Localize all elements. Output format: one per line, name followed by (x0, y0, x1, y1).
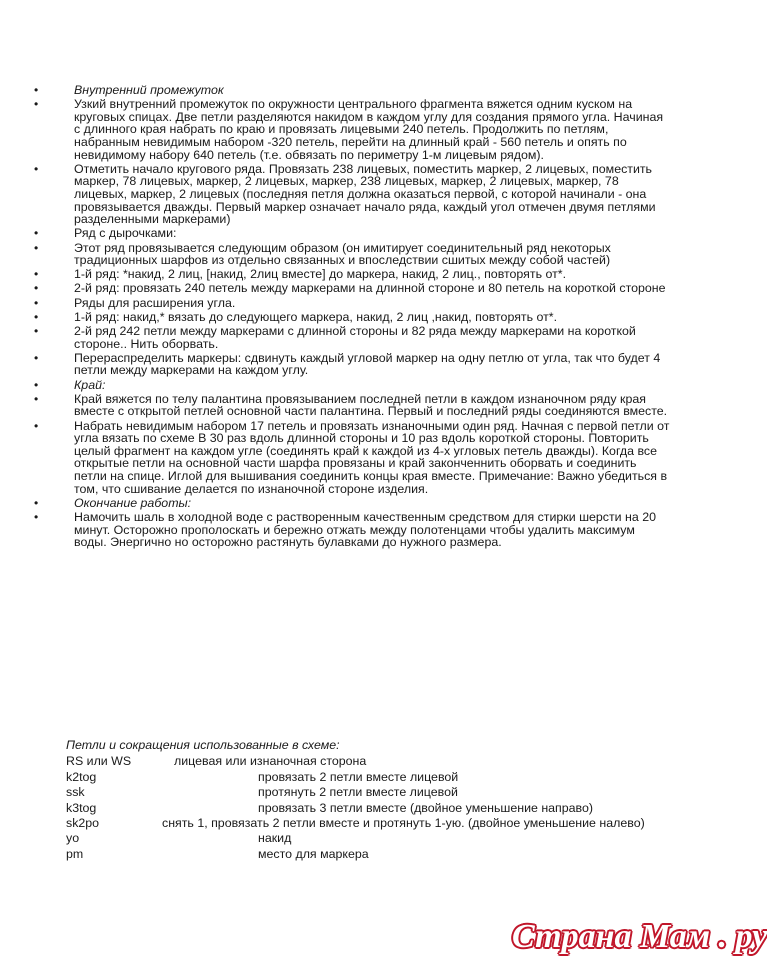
abbreviation-term: ssk (66, 785, 85, 800)
list-item (0, 242, 670, 267)
bullet: • (34, 418, 39, 433)
list-item (0, 393, 670, 418)
item-text: Намочить шаль в холодной воде с растворенным качественным средством для стирки шерсти на 20 минут. Осторожно прополоскать и бережно отжать между полотенцами чтобы удалить максимум воды. Энергично но осторожно растянуть булавками до нужного размера. (74, 509, 656, 550)
abbreviation-meaning: накид (258, 831, 292, 846)
list-item (0, 497, 670, 510)
abbreviation-meaning: провязать 2 петли вместе лицевой (258, 769, 459, 784)
bullet: • (34, 267, 39, 282)
abbreviation-row (66, 816, 716, 831)
abbreviation-meaning: провязать 3 петли вместе (двойное уменьшение направо) (258, 800, 594, 815)
list-item (0, 311, 670, 324)
abbreviation-row (66, 770, 716, 785)
abbreviation-term: k2tog (66, 769, 97, 784)
abbreviation-term: sk2po (66, 815, 100, 830)
section-heading: Внутренний промежуток (74, 83, 224, 97)
abbreviation-row (66, 785, 716, 800)
list-item (0, 282, 670, 295)
abbreviation-term: yo (66, 831, 80, 846)
item-text: 1-й ряд: накид,* вязать до следующего маркера, накид, 2 лиц ,накид, повторять от*. (74, 309, 558, 324)
list-item (0, 268, 670, 281)
item-text: Край вяжется по телу палантина провязыванием последней петли в каждом изнаночном ряду края вместе с открытой петлей основной части палантина. Первый и последний ряды соединяются вместе. (74, 391, 668, 419)
bullet: • (34, 324, 39, 339)
list-item (0, 352, 670, 377)
bullet: • (34, 350, 39, 365)
abbreviations-table (66, 738, 716, 862)
item-text: Ряд с дырочками: (74, 226, 177, 241)
bullet: • (34, 97, 39, 112)
instructions-list (0, 84, 720, 550)
abbreviation-row (66, 847, 716, 862)
item-text: Узкий внутренний промежуток по окружности центрального фрагмента вяжется одним куском на круговых спицах. Две петли разделяются накидом в каждом углу для создания прямого угла. Начиная с длинного края набрать по краю и провязать лицевыми 240 петель. Продолжить по петлям, набранным невидимым набором -320 петель, перейти на длинный край - 560 петель и опять по невидимому набору 640 петель (т.е. обвязать по периметру 1-м лицевым рядом). (74, 97, 664, 162)
abbreviations-title: Петли и сокращения использованные в схеме: (66, 738, 340, 752)
list-item (0, 297, 670, 310)
bullet: • (34, 309, 39, 324)
abbreviation-meaning: снять 1, провязать 2 петли вместе и протянуть 1-ую. (двойное уменьшение налево) (162, 815, 645, 830)
item-text: Этот ряд провязывается следующим образом (он имитирует соединительный ряд некоторых традиционных шарфов из отдельно связанных и впоследствии сшитых между собой частей) (74, 240, 611, 268)
list-item (0, 511, 670, 549)
bullet: • (34, 391, 39, 406)
list-item (0, 379, 670, 392)
section-heading: Край: (74, 377, 106, 392)
abbreviation-term: RS или WS (66, 754, 132, 769)
bullet: • (34, 83, 39, 97)
item-text: Отметить начало кругового ряда. Провязать 238 лицевых, поместить маркер, 2 лицевых, поместить маркер, 78 лицевых, маркер, 2 лицевых, маркер, 238 лицевых, маркер, 2 лицевых, маркер, 78 лицевых, маркер, 2 лицевых (последняя петля должна оказаться первой, с которой начинали - она провязывается дважды. Первый маркер означает начало ряда, каждый угол отмечен двумя петлями разделенными маркерами) (74, 161, 656, 227)
list-item (0, 227, 670, 240)
abbreviation-row (66, 831, 716, 846)
list-item (0, 163, 670, 226)
watermark-logo: Страна Мам . ру (512, 918, 767, 955)
item-text: Набрать невидимым набором 17 петель и провязать изнаночными один ряд. Начная с первой петли от угла вязать по схеме В 30 раз вдоль длинной стороны и 10 раз вдоль короткой стороны. Повторить целый фрагмент на каждом угле (соединять край к каждой из 4-х угловых петель дважды). Когда все открытые петли на основной части шарфа провязаны и край законченнить оборвать и соединить петли на спице. Иглой для вышивания соединить концы края вместе. Примечание: Важно убедиться в том, что сшивание делается по изнаночной стороне изделия. (74, 418, 670, 496)
bullet: • (34, 161, 39, 176)
abbreviation-meaning: место для маркера (258, 846, 369, 861)
abbreviation-row (66, 754, 716, 769)
bullet: • (34, 377, 39, 392)
item-text: Ряды для расширения угла. (74, 295, 236, 310)
bullet: • (34, 281, 39, 296)
bullet: • (34, 509, 39, 524)
bullet: • (34, 295, 39, 310)
item-text: 2-й ряд 242 петли между маркерами с длинной стороны и 82 ряда между маркерами на короткой стороне.. Нить оборвать. (74, 324, 636, 351)
item-text: 2-й ряд: провязать 240 петель между маркерами на длинной стороне и 80 петель на короткой стороне (74, 281, 666, 296)
bullet: • (34, 226, 39, 241)
list-item (0, 98, 670, 161)
section-heading: Окончание работы: (74, 495, 192, 510)
abbreviation-term: pm (66, 846, 84, 861)
bullet: • (34, 495, 39, 510)
list-item (0, 84, 670, 97)
list-item (0, 420, 670, 496)
abbreviation-term: k3tog (66, 800, 97, 815)
abbreviation-meaning: протянуть 2 петли вместе лицевой (258, 785, 458, 800)
abbreviation-meaning: лицевая или изнаночная сторона (174, 754, 367, 769)
item-text: 1-й ряд: *накид, 2 лиц, [накид, 2лиц вместе] до маркера, накид, 2 лиц., повторять от*. (74, 267, 567, 282)
item-text: Перераспределить маркеры: сдвинуть каждый угловой маркер на одну петлю от угла, так что будет 4 петли между маркерами на каждом углу. (74, 350, 661, 378)
bullet: • (34, 240, 39, 255)
abbreviation-row (66, 801, 716, 816)
list-item (0, 325, 670, 350)
